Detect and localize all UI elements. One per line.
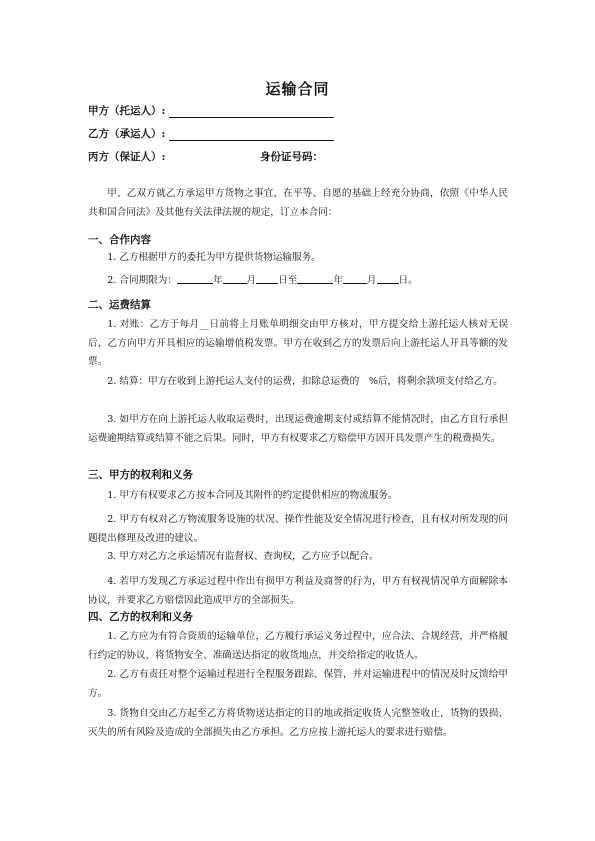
party-b-label: 乙方（承运人）:: [88, 128, 166, 140]
clause-paragraph: 3. 货物自交由乙方起至乙方将货物送达指定的目的地或指定收货人完整签收止，货物的毁损、灭失的所有风险及造成的全部损失由乙方承担。乙方应按上游托运人的要求进行赔偿。: [88, 708, 508, 738]
term-year-label: 年: [212, 275, 223, 286]
term-month2-label: 月: [366, 275, 377, 286]
term-day-to-label: 日至: [278, 275, 298, 286]
party-a-blank[interactable]: [169, 105, 334, 118]
id-number-label: 身份证号码：: [260, 151, 323, 163]
term-prefix: 2. 合同期限为：: [107, 275, 177, 286]
section-heading: 四、乙方的权利和义务: [88, 611, 193, 623]
term-start-month-blank[interactable]: [223, 273, 247, 284]
document-title: 运输合同: [265, 80, 330, 98]
clause-paragraph: 4. 若甲方发现乙方承运过程中作出有损甲方利益及商誉的行为，甲方有权视情况单方面解除本协议，并要求乙方赔偿因此造成甲方的全部损失。: [88, 576, 508, 606]
party-b-blank[interactable]: [169, 128, 334, 141]
party-a-label: 甲方（托运人）:: [88, 105, 166, 117]
term-end-month-blank[interactable]: [343, 273, 367, 284]
term-end-year-blank[interactable]: [297, 273, 333, 284]
clause-paragraph: 1. 甲方有权要求乙方按本合同及其附件的约定提供相应的物流服务。: [107, 490, 398, 501]
party-b-line: [88, 126, 334, 141]
term-day-end-label: 日。: [398, 275, 418, 286]
term-month-label: 月: [246, 275, 257, 286]
section-heading: 二、运费结算: [88, 299, 151, 311]
term-start-day-blank[interactable]: [256, 273, 278, 284]
clause-paragraph: 1. 乙方根据甲方的委托为甲方提供货物运输服务。: [107, 252, 321, 263]
party-a-line: [88, 103, 334, 118]
clause-paragraph: 2. 甲方有权对乙方物流服务设施的状况、操作性能及安全情况进行检查，且有权对所发现的问题提出修理及改进的建议。: [88, 514, 508, 544]
term-end-day-blank[interactable]: [377, 273, 399, 284]
clause-paragraph: 1. 乙方应为有符合资质的运输单位，乙方履行承运义务过程中，应合法、合规经营，并严格履行约定的协议，将货物安全、准确送达指定的收货地点，并交给指定的收货人。: [88, 631, 508, 661]
clause-paragraph: 3. 甲方对乙方之承运情况有监督权、查询权，乙方应予以配合。: [107, 551, 379, 562]
party-c-line: [88, 149, 508, 164]
party-c-label: 丙方（保证人）:: [88, 151, 166, 163]
contract-term-paragraph: [88, 272, 508, 291]
clause-paragraph: 3. 如甲方在向上游托运人收取运费时，出现运费逾期支付或结算不能情况时，由乙方自行承担运费逾期结算或结算不能之后果。同时，甲方有权要求乙方赔偿甲方因开具发票产生的税费损失。: [88, 414, 508, 444]
term-year2-label: 年: [333, 275, 343, 286]
section-heading: 三、甲方的权利和义务: [88, 469, 193, 481]
intro-paragraph: 甲、乙双方就乙方承运甲方货物之事宜，在平等、自愿的基础上经充分协商，依照《中华人民共和国合同法》及其他有关法律法规的规定，订立本合同：: [88, 188, 508, 218]
clause-paragraph: 2. 结算：甲方在收到上游托运人支付的运费，扣除总运费的 %后，将剩余款项支付给乙方。: [107, 376, 503, 387]
term-start-year-blank[interactable]: [177, 273, 213, 284]
section-heading: 一、合作内容: [88, 234, 151, 246]
clause-paragraph: 1. 对账：乙方于每月__日前将上月账单明细交由甲方核对，甲方提交给上游托运人核对无误后，乙方向甲方开具相应的运输增值税发票。甲方在收到乙方的发票后向上游托运人开具等额的发票。: [88, 319, 508, 367]
clause-paragraph: 2. 乙方有责任对整个运输过程进行全程服务跟踪、保管，并对运输进程中的情况及时反馈给甲方。: [88, 669, 508, 699]
